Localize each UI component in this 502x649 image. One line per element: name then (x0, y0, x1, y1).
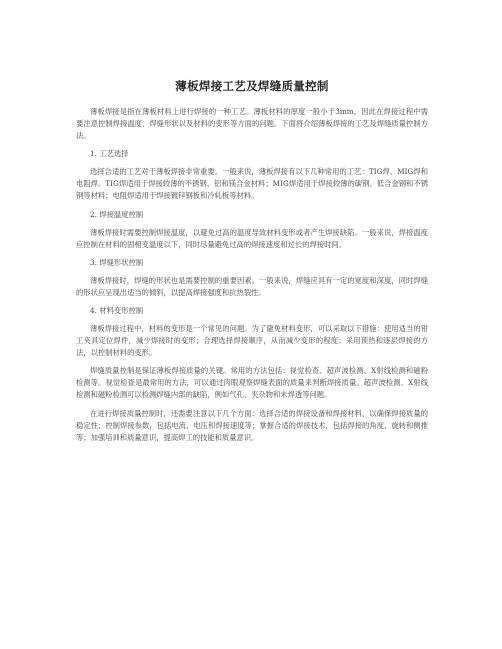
section-heading: 2. 焊接温度控制 (90, 209, 144, 219)
body-paragraph: 选择合适的工艺对于薄板焊接非常重要。一般来说，薄板焊接有以下几种常用的工艺：TIG焊、MIG焊和电阻焊。TIG焊适用于焊接较薄的不锈钢、铝和镁合金材料；MIG焊适用于焊接较薄的碳钢、低合金钢和不锈钢等材料；电阻焊适用于焊接镀锌钢板和冷轧板等材料。 (76, 167, 428, 201)
document-body (76, 106, 428, 444)
body-paragraph: 薄板焊接时需要控制焊接温度，以避免过高的温度导致材料变形或者产生焊接缺陷。一般来说，焊接温度应控制在材料的固相变温度以下，同时尽量避免过高的焊接速度和过长的焊接时间。 (76, 227, 428, 249)
section-heading: 3. 焊缝形状控制 (90, 257, 144, 267)
body-paragraph: 焊缝质量控制是保证薄板焊接质量的关键。常用的方法包括：视觉检查、超声波检测、X射线检测和磁粉检测等。视觉检查是最常用的方法，可以通过肉眼观察焊缝表面的质量来判断焊接质量。超声波检测、X射线检测和磁粉检测可以检测焊缝内部的缺陷，例如气孔、夹杂物和未焊透等问题。 (76, 366, 428, 400)
document-title: 薄板焊接工艺及焊缝质量控制 (175, 79, 329, 93)
body-paragraph: 薄板焊接过程中，材料的变形是一个常见的问题。为了避免材料变形，可以采取以下措施：使用适当的钳工夹具定位焊件，减少焊接时的变形；合理选择焊接顺序，从而减少变形的程度；采用预热和逐层焊接的方法，以控制材料的变形。 (76, 323, 428, 358)
body-paragraph: 薄板焊接时，焊缝的形状也是需要控制的重要因素。一般来说，焊缝应具有一定的宽度和深度，同时焊缝的形状应呈现出适当的倾斜，以提高焊接强度和抗热裂性。 (76, 275, 428, 297)
body-paragraph: 薄板焊接是指在薄板材料上进行焊接的一种工艺。薄板材料的厚度一般小于3mm，因此在焊接过程中需要注意控制焊接温度、焊缝形状以及材料的变形等方面的问题。下面将介绍薄板焊接的工艺及焊缝质量控制方法。 (76, 107, 428, 141)
section-heading: 4. 材料变形控制 (90, 305, 144, 315)
body-paragraph: 在进行焊接质量控制时，还需要注意以下几个方面：选择合适的焊接设备和焊接材料，以确保焊接质量的稳定性；控制焊接参数，包括电流、电压和焊接速度等；掌握合适的焊接技术，包括焊接的角度、旋转和侧推等；加强培训和质量意识，提高焊工的技能和质量意识。 (76, 408, 428, 442)
section-heading: 1. 工艺选择 (90, 149, 129, 159)
